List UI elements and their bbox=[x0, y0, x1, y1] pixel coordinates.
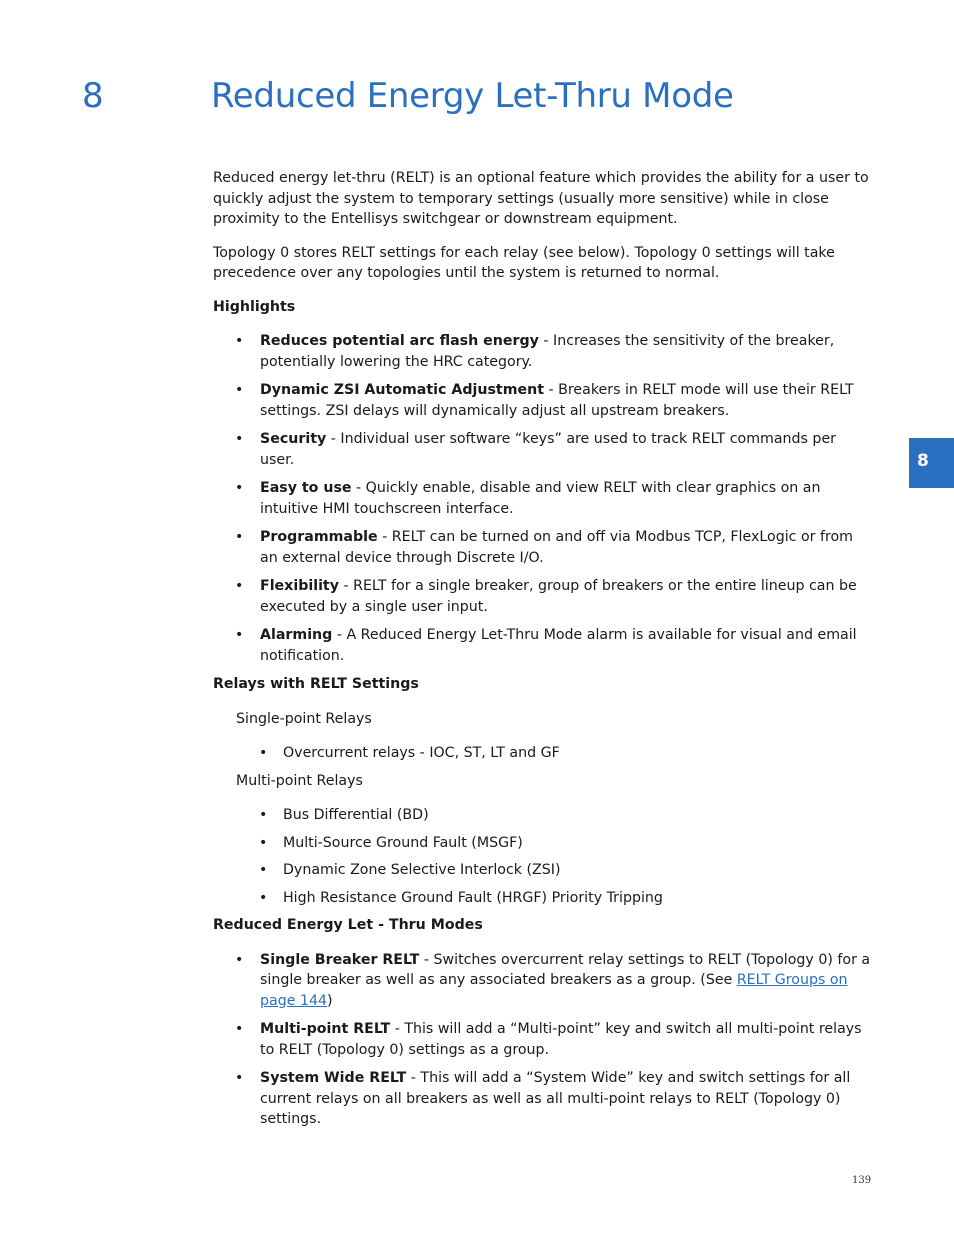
list-item: • Programmable - RELT can be turned on and off via Modbus TCP, FlexLogic or from an external device through Discrete I/O. bbox=[213, 527, 873, 568]
list-item: • Reduces potential arc flash energy - Increases the sensitivity of the breaker, potentially lowering the HRC category. bbox=[213, 331, 873, 372]
highlights-list bbox=[213, 331, 873, 666]
single-point-list bbox=[213, 743, 873, 764]
intro-paragraph-2: Topology 0 stores RELT settings for each relay (see below). Topology 0 settings will take precedence over any topologies until the system is returned to normal. bbox=[213, 244, 835, 281]
list-item: • Bus Differential (BD) bbox=[213, 805, 873, 826]
list-item: • Multi-point RELT - This will add a “Multi-point” key and switch all multi-point relays to RELT (Topology 0) settings as a group. bbox=[213, 1019, 873, 1060]
relays-heading: Relays with RELT Settings bbox=[213, 676, 419, 692]
chapter-title: Reduced Energy Let-Thru Mode bbox=[211, 76, 734, 116]
modes-heading: Reduced Energy Let - Thru Modes bbox=[213, 917, 483, 933]
multi-point-label: Multi-point Relays bbox=[236, 772, 363, 789]
list-item: • Security - Individual user software “keys” are used to track RELT commands per user. bbox=[213, 429, 873, 470]
relt-groups-link[interactable]: RELT Groups on page 144 bbox=[260, 972, 848, 1009]
list-item: • Easy to use - Quickly enable, disable and view RELT with clear graphics on an intuitive HMI touchscreen interface. bbox=[213, 478, 873, 519]
main-content bbox=[213, 168, 873, 1138]
list-item: • Flexibility - RELT for a single breaker, group of breakers or the entire lineup can be executed by a single user input. bbox=[213, 576, 873, 617]
list-item: • High Resistance Ground Fault (HRGF) Priority Tripping bbox=[213, 888, 873, 909]
list-item: • Alarming - A Reduced Energy Let-Thru Mode alarm is available for visual and email notification. bbox=[213, 625, 873, 666]
list-item: • System Wide RELT - This will add a “System Wide” key and switch settings for all current relays on all breakers as well as all multi-point relays to RELT (Topology 0) settings. bbox=[213, 1068, 873, 1130]
list-item: • Overcurrent relays - IOC, ST, LT and GF bbox=[213, 743, 873, 764]
modes-list bbox=[213, 950, 873, 1130]
chapter-number: 8 bbox=[82, 76, 104, 116]
single-point-label: Single-point Relays bbox=[236, 710, 372, 727]
list-item: • Multi-Source Ground Fault (MSGF) bbox=[213, 833, 873, 854]
highlights-heading: Highlights bbox=[213, 298, 296, 315]
intro-paragraph-1: Reduced energy let-thru (RELT) is an optional feature which provides the ability for a user to quickly adjust the system to temporary settings (usually more sensitive) while in close proximity to the Entellisys switchgear or downstream equipment. bbox=[213, 170, 869, 227]
page-number: 139 bbox=[852, 1175, 872, 1186]
list-item: • Dynamic Zone Selective Interlock (ZSI) bbox=[213, 860, 873, 881]
multi-point-list bbox=[213, 805, 873, 908]
list-item: • Dynamic ZSI Automatic Adjustment - Breakers in RELT mode will use their RELT settings. ZSI delays will dynamically adjust all upstream breakers. bbox=[213, 380, 873, 421]
list-item: • Single Breaker RELT - Switches overcurrent relay settings to RELT (Topology 0) for a single breaker as well as any associated breakers as a group. (See RELT Groups on page 144) bbox=[213, 950, 873, 1012]
chapter-side-tab: 8 bbox=[909, 438, 954, 488]
